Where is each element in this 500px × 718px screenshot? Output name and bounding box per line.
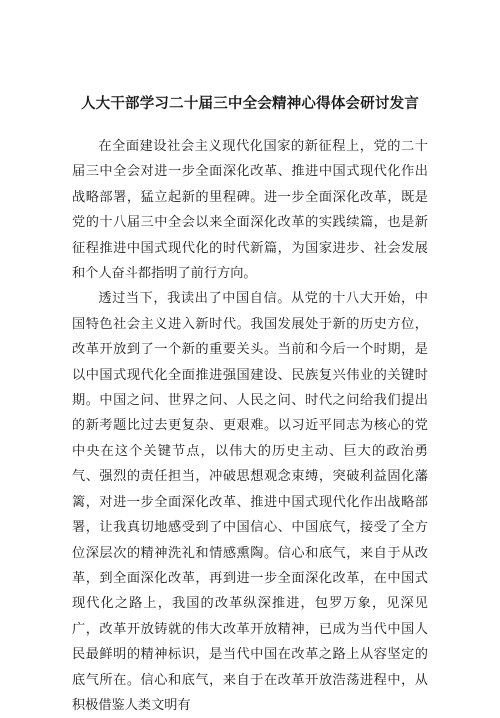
document-title: 人大干部学习二十届三中全会精神心得体会研讨发言 bbox=[80, 96, 420, 112]
document-body bbox=[72, 134, 428, 718]
paragraph-2: 透过当下，我读出了中国自信。从党的十八大开始，中国特色社会主义进入新时代。我国发展处于新的历史方位，改革开放到了一个新的重要关头。当前和今后一个时期，是以中国式现代化全面推进强国建设、民族复兴伟业的关键时期。中国之问、世界之问、人民之问、时代之问给我们提出的新考题比过去更复杂、更艰难。以习近平同志为核心的党中央在这个关键节点，以伟大的历史主动、巨大的政治勇气、强烈的责任担当，冲破思想观念束缚，突破利益固化藩篱，对进一步全面深化改革、推进中国式现代化作出战略部署，让我真切地感受到了中国信心、中国底气，接受了全方位深层次的精神洗礼和情感熏陶。信心和底气，来自于从改革，到全面深化改革，再到进一步全面深化改革，在中国式现代化之路上，我国的改革纵深推进，包罗万象，见深见广，改革开放铸就的伟大改革开放精神，已成为当代中国人民最鲜明的精神标识，是当代中国在改革之路上从容坚定的底气所在。信心和底气，来自于在改革开放浩荡进程中，从积极借鉴人类文明有 bbox=[72, 291, 428, 713]
paragraph-1: 在全面建设社会主义现代化国家的新征程上，党的二十届三中全会对进一步全面深化改革、推进中国式现代化作出战略部署，猛立起新的里程碑。进一步全面深化改革，既是党的十八届三中全会以来全面深化改革的实践续篇，也是新征程推进中国式现代化的时代新篇，为国家进步、社会发展和个人奋斗都指明了前行方向。 bbox=[72, 139, 428, 282]
